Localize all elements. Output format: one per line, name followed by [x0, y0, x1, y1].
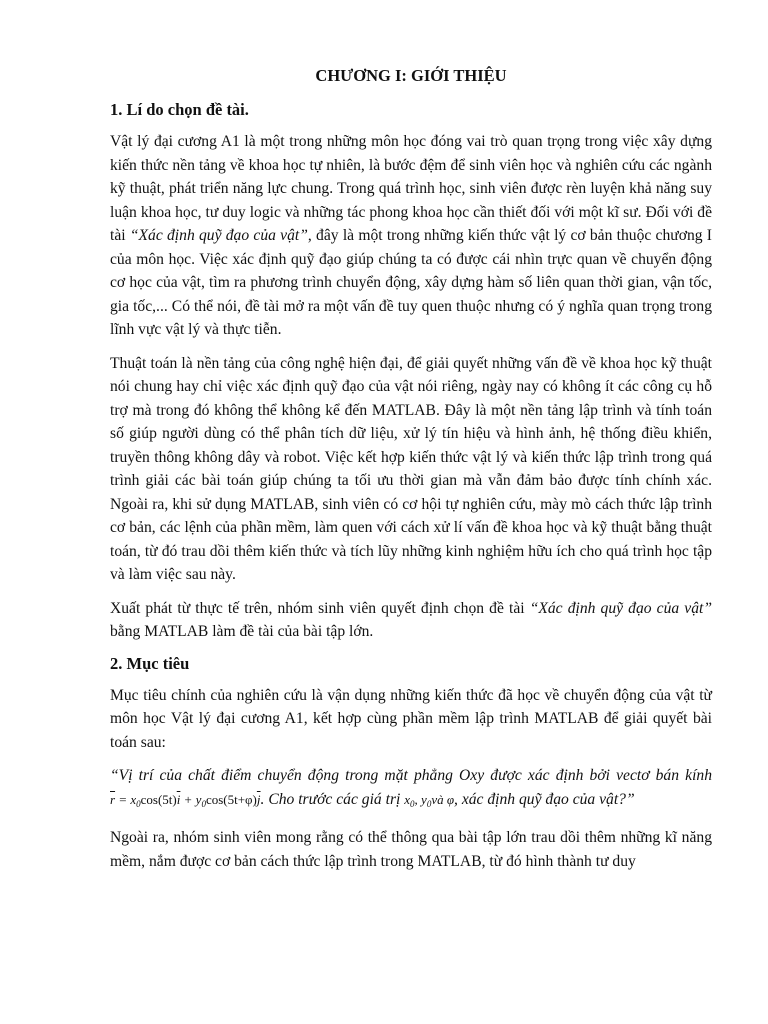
topic-title: “Xác định quỹ đạo của vật”	[129, 227, 308, 244]
unit-vector-j: $\overline{j}$	[256, 791, 261, 807]
formula-arg: (5t+φ)	[223, 791, 257, 807]
section2-paragraph1: Mục tiêu chính của nghiên cứu là vận dụng những kiến thức đã học về chuyển động của vật từ môn học Vật lý đại cương A1, kết hợp cùng phần mềm lập trình MATLAB để giải quyết bài toán sau:	[110, 686, 712, 751]
paragraph-text: Xuất phát từ thực tế trên, nhóm sinh viên quyết định chọn đề tài	[110, 599, 530, 617]
topic-title: “Xác định quỹ đạo của vật”	[529, 599, 713, 617]
formula-y: y	[195, 791, 202, 807]
problem-text: , xác định quỹ đạo của vật?”	[454, 790, 635, 808]
formula-arg: (5t)	[157, 791, 177, 807]
section1-paragraph1	[110, 130, 712, 342]
formula-eq: =	[115, 791, 131, 807]
section1-paragraph3	[110, 597, 712, 644]
section2-paragraph2: Ngoài ra, nhóm sinh viên mong rằng có thể thông qua bài tập lớn trau dồi thêm những kĩ năng mềm, nắm được cơ bản cách thức lập trình trong MATLAB, từ đó hình thành tư duy	[110, 829, 712, 870]
formula-plus: +	[180, 791, 196, 807]
problem-statement	[110, 764, 712, 816]
section1-paragraph2: Thuật toán là nền tảng của công nghệ hiện đại, để giải quyết những vấn đề về khoa học kỹ thuật nói chung hay chỉ việc xác định quỹ đạo của vật nói riêng, ngày nay có không ít các công cụ hỗ trợ mà trong đó không thể không kể đến MATLAB. Đây là một nền tảng lập trình và tính toán số giúp người dùng có thể phân tích dữ liệu, xử lý tín hiệu và hình ảnh, hệ thống điều khiển, truyền thông không dây và robot. Việc kết hợp kiến thức vật lý và kiến thức lập trình trong quá trình giải các bài toán giúp chúng ta tối ưu thời gian mà vẫn đảm bảo được tính chính xác. Ngoài ra, khi sử dụng MATLAB, sinh viên có cơ hội tự nghiên cứu, mày mò cách thức lập trình cơ bản, các lệnh của phần mềm, làm quen với cách xử lí vấn đề khoa học và kỹ thuật bằng thuật toán, từ đó trau dồi thêm kiến thức và tích lũy những kinh nghiệm hữu ích cho quá trình học tập và làm việc sau này.	[110, 354, 712, 583]
formula-sub: 0	[426, 798, 432, 809]
value-x0: x	[404, 791, 411, 807]
problem-text: . Cho trước các giá trị	[260, 790, 405, 808]
vector-r: $\overline{r}$	[110, 791, 116, 807]
value-y0: y	[421, 791, 427, 807]
paragraph-text: bằng MATLAB làm đề tài của bài tập lớn.	[110, 623, 374, 640]
section1-heading: 1. Lí do chọn đề tài.	[110, 100, 249, 119]
chapter-title: CHƯƠNG I: GIỚI THIỆU	[315, 66, 507, 85]
value-phi: và φ	[431, 791, 455, 807]
document-body	[110, 66, 712, 883]
given-values	[404, 792, 454, 807]
formula-comma: ,	[414, 791, 422, 807]
unit-vector-i: $\overline{i}$	[176, 791, 181, 807]
paragraph-text: , đây là một trong những kiến thức vật lý cơ bản thuộc chương I của môn học. Việc xác định quỹ đạo giúp chúng ta có được cái nhìn trực quan về chuyển động cơ học của vật, tìm ra phương trình chuyển động, xây dựng hàm số liên quan thời gian, vận tốc, gia tốc,... Có thể nói, đề tài mở ra một vấn đề tuy quen thuộc nhưng có ý nghĩa quan trọng trong lĩnh vực vật lý và thực tiễn.	[110, 227, 712, 338]
position-vector-formula	[110, 792, 261, 807]
formula-x: x	[130, 791, 137, 807]
section2-heading: 2. Mục tiêu	[110, 653, 190, 673]
formula-cos: cos	[140, 791, 158, 807]
formula-sub: 0	[410, 798, 415, 809]
formula-sub: 0	[201, 798, 206, 809]
formula-sub: 0	[136, 798, 141, 809]
formula-cos: cos	[205, 791, 224, 807]
paragraph-text: Vật lý đại cương A1 là một trong những môn học đóng vai trò quan trọng trong việc xây dựng kiến thức nền tảng về khoa học tự nhiên, là bước đệm để sinh viên học và nghiên cứu các ngành kỹ thuật, phát triển năng lực chung. Trong quá trình học, sinh viên được rèn luyện khả năng suy luận khoa học, tư duy logic và những tác phong khoa học cần thiết đối với một kĩ sư. Đối với đề tài	[110, 133, 712, 244]
problem-text: “Vị trí của chất điểm chuyển động trong mặt phẳng Oxy được xác định bởi vectơ bán kính	[110, 767, 712, 784]
